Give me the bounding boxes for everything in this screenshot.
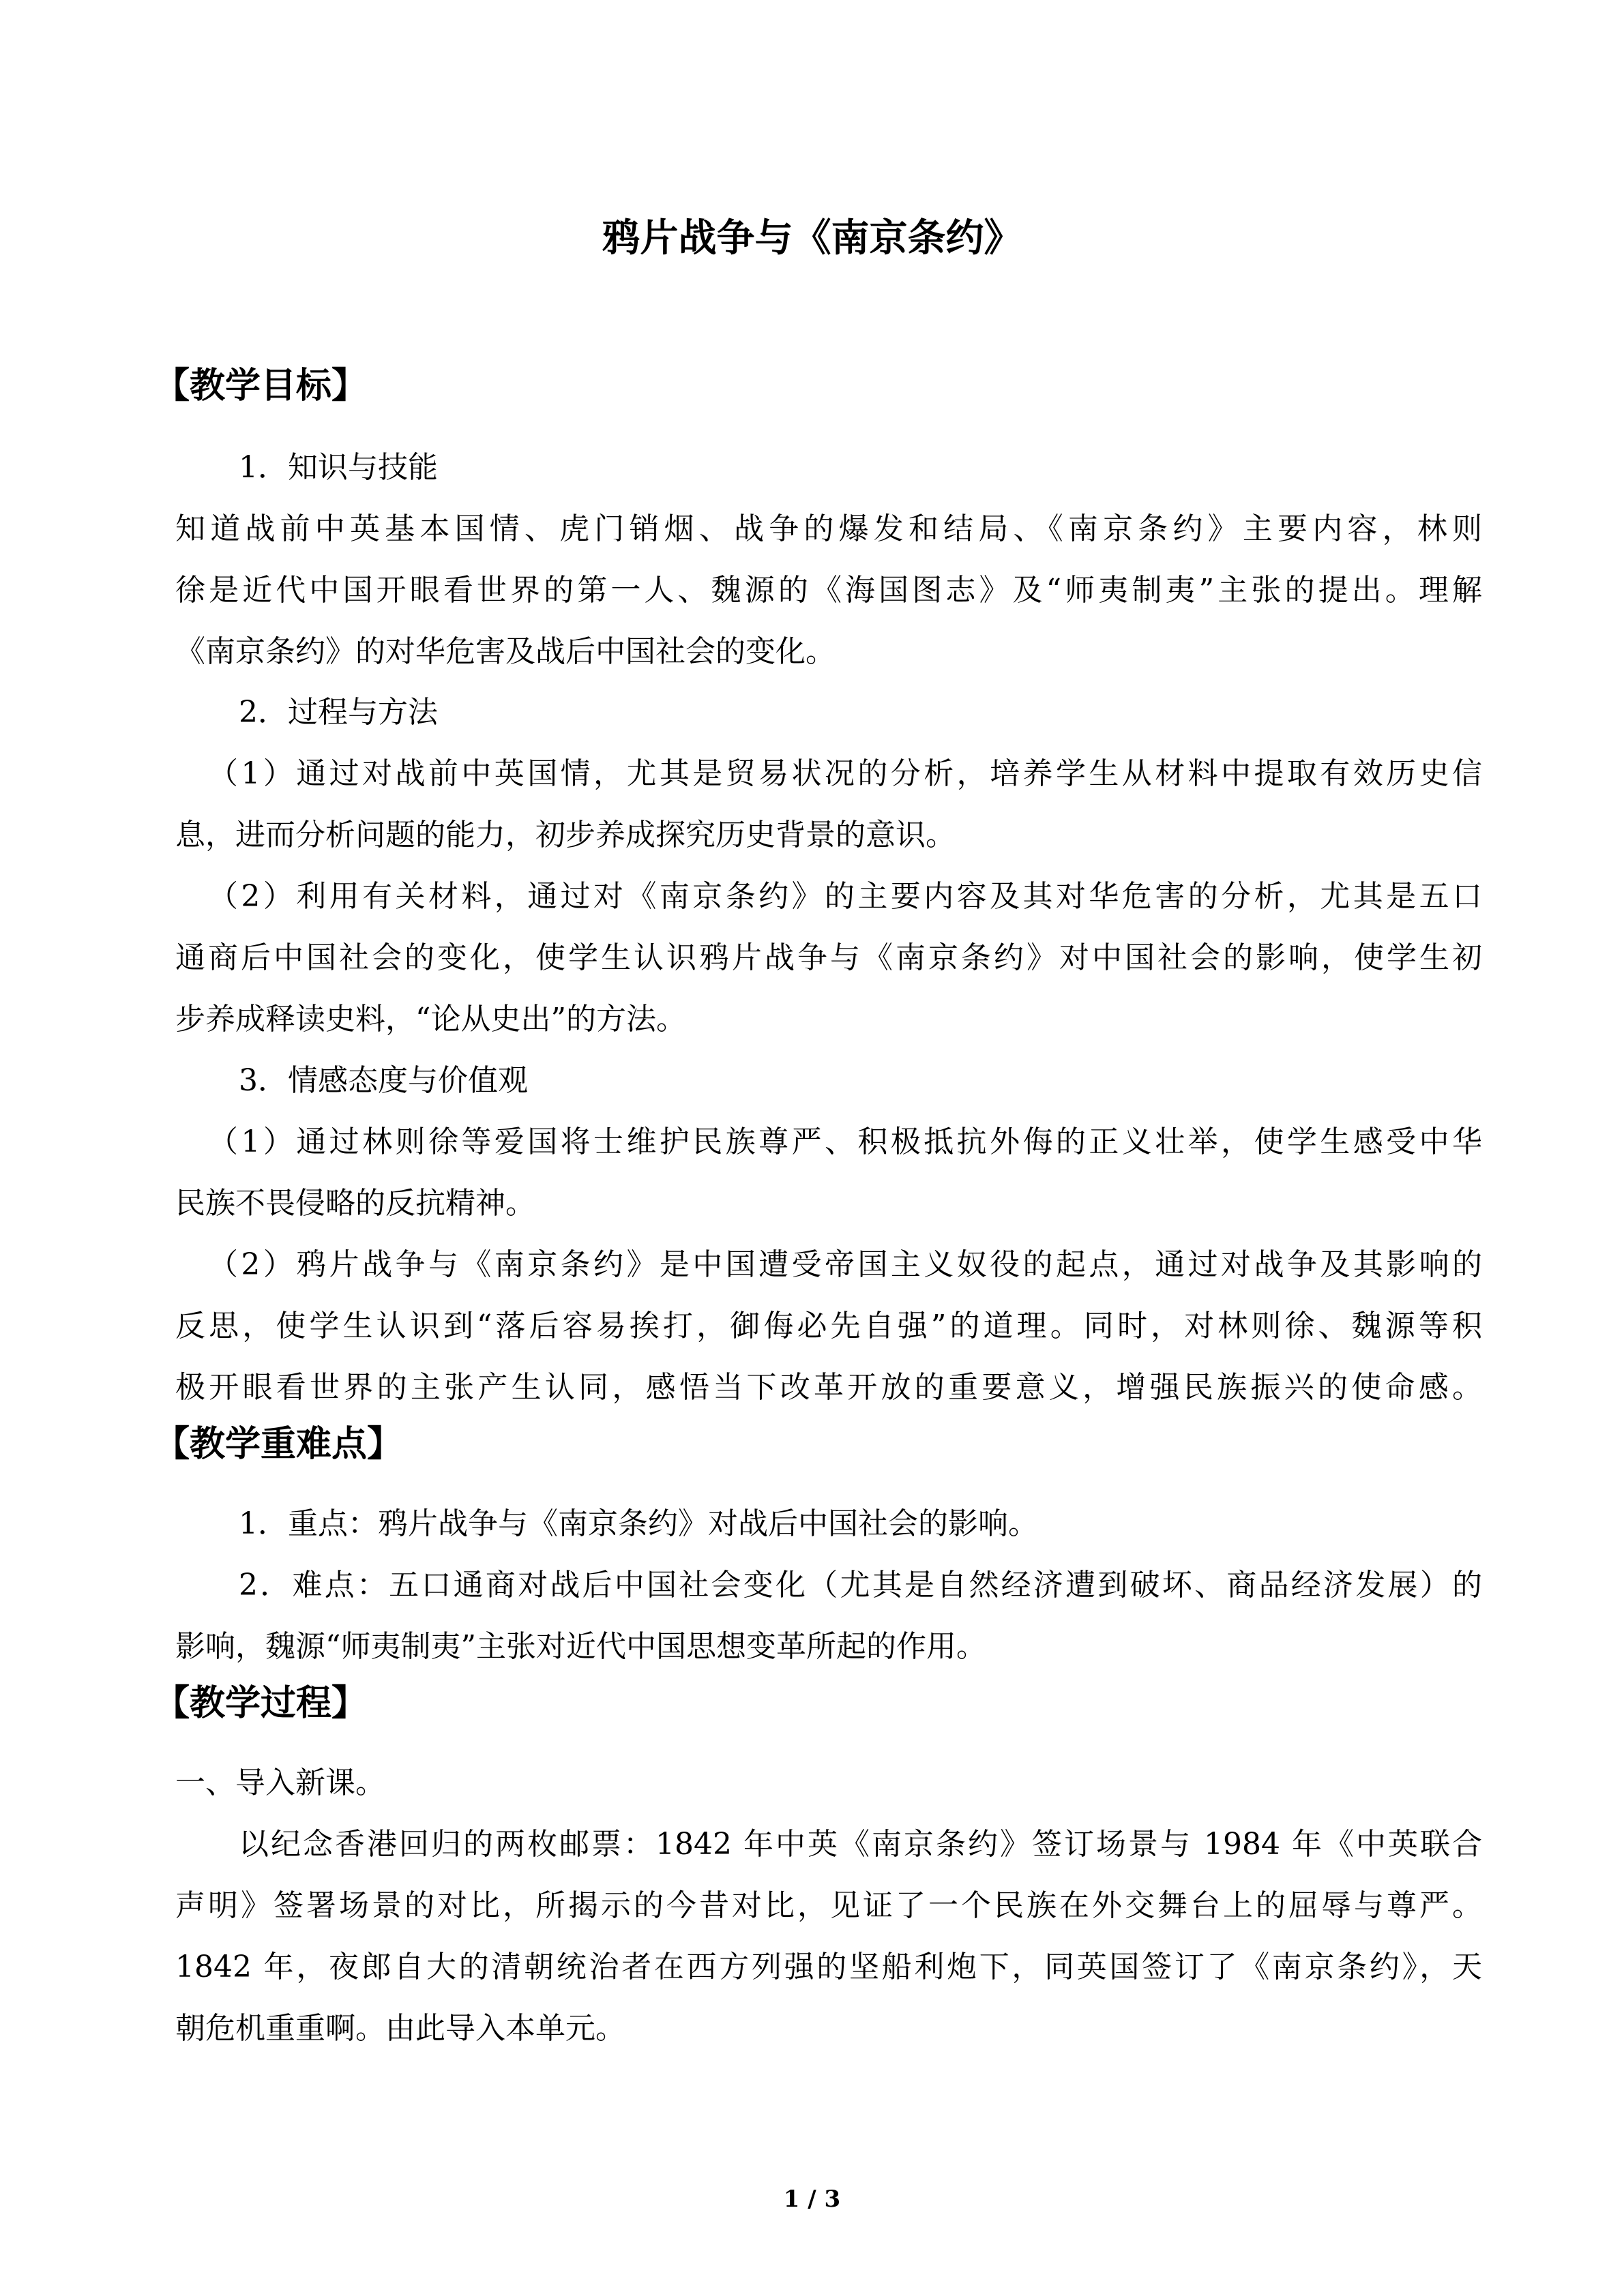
paragraph-line: 影响，魏源“师夷制夷”主张对近代中国思想变革所起的作用。 — [175, 1629, 986, 1664]
paragraph-line: 极开眼看世界的主张产生认同，感悟当下改革开放的重要意义，增强民族振兴的使命感。 — [175, 1370, 1482, 1405]
paragraph-line: 步养成释读史料，“论从史出”的方法。 — [175, 1002, 686, 1037]
paragraph-line: 民族不畏侵略的反抗精神。 — [175, 1186, 535, 1221]
paragraph-line: 知道战前中英基本国情、虎门销烟、战争的爆发和结局、《南京条约》主要内容，林则 — [175, 511, 1482, 546]
paragraph-line: 1842 年，夜郎自大的清朝统治者在西方列强的坚船利炮下，同英国签订了《南京条约》，天 — [175, 1950, 1482, 1984]
paragraph-line: 反思，使学生认识到“落后容易挨打，御侮必先自强”的道理。同时，对林则徐、魏源等积 — [175, 1309, 1482, 1343]
paragraph-line: 2．难点：五口通商对战后中国社会变化（尤其是自然经济遭到破坏、商品经济发展）的 — [239, 1568, 1482, 1602]
heading-process: 【教学过程】 — [154, 1683, 368, 1724]
paragraph-line: （1）通过林则徐等爱国将士维护民族尊严、积极抵抗外侮的正义壮举，使学生感受中华 — [208, 1124, 1482, 1159]
paragraph-line: 2．过程与方法 — [239, 695, 438, 730]
paragraph-line: 息，进而分析问题的能力，初步养成探究历史背景的意识。 — [175, 818, 956, 852]
paragraph-line: （1）通过对战前中英国情，尤其是贸易状况的分析，培养学生从材料中提取有效历史信 — [208, 756, 1482, 791]
page-number: 1 / 3 — [783, 2186, 841, 2213]
paragraph-line: 以纪念香港回归的两枚邮票：1842 年中英《南京条约》签订场景与 1984 年《中英联合 — [239, 1827, 1482, 1862]
paragraph-line: （2）利用有关材料，通过对《南京条约》的主要内容及其对华危害的分析，尤其是五口 — [208, 879, 1482, 914]
paragraph-line: （2）鸦片战争与《南京条约》是中国遭受帝国主义奴役的起点，通过对战争及其影响的 — [208, 1247, 1482, 1282]
heading-objectives: 【教学目标】 — [154, 366, 368, 406]
paragraph-line: 徐是近代中国开眼看世界的第一人、魏源的《海国图志》及“师夷制夷”主张的提出。理解 — [175, 573, 1482, 608]
paragraph-line: 声明》签署场景的对比，所揭示的今昔对比，见证了一个民族在外交舞台上的屈辱与尊严。 — [175, 1888, 1482, 1923]
paragraph-line: 通商后中国社会的变化，使学生认识鸦片战争与《南京条约》对中国社会的影响，使学生初 — [175, 940, 1482, 975]
paragraph-line: 1．知识与技能 — [239, 450, 438, 485]
paragraph-line: 3．情感态度与价值观 — [239, 1063, 528, 1098]
paragraph-line: 朝危机重重啊。由此导入本单元。 — [175, 2011, 625, 2046]
paragraph-line: 1．重点：鸦片战争与《南京条约》对战后中国社会的影响。 — [239, 1506, 1038, 1541]
heading-key-points: 【教学重难点】 — [154, 1424, 403, 1465]
paragraph-line: 一、导入新课。 — [175, 1765, 385, 1800]
document-title: 鸦片战争与《南京条约》 — [602, 216, 1022, 260]
paragraph-line: 《南京条约》的对华危害及战后中国社会的变化。 — [175, 634, 836, 669]
